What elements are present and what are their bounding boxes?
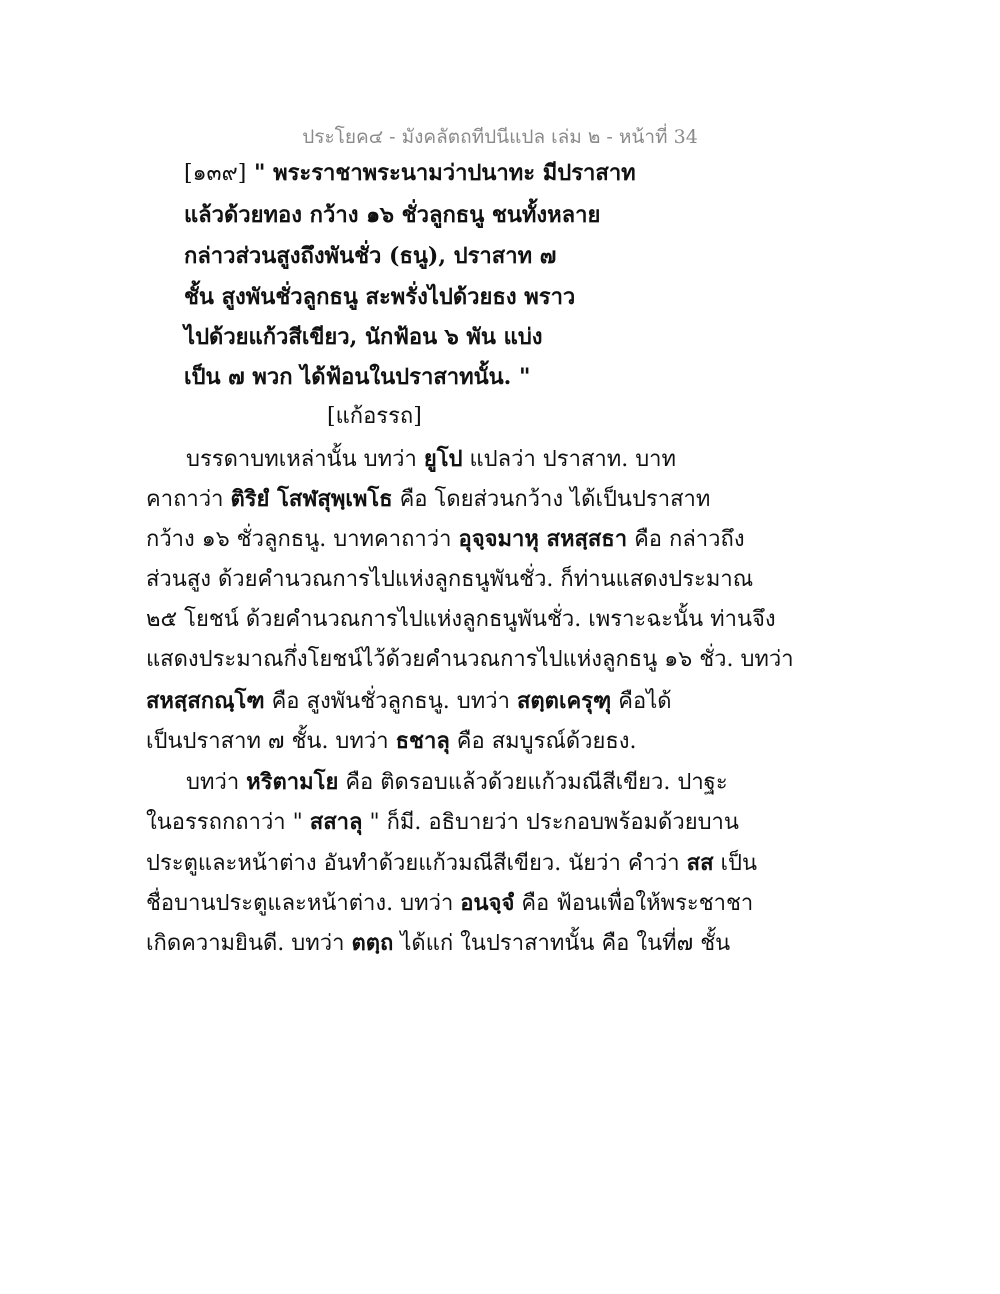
verse-line-6 [184,362,530,392]
text-run: เป็น [713,851,758,876]
text-run: คือได้ [611,689,672,714]
text-run: เกิดความยินดี. บทว่า [146,931,352,956]
text-run: ประตูและหน้าต่าง อันทำด้วยแก้วมณีสีเขียว. นัยว่า คำว่า [146,851,687,876]
text-run: ได้แก่ ในปราสาทนั้น คือ ในที่๗ ชั้น [393,931,731,956]
verse-source: [แก้อรรถ] [327,404,422,429]
para1-line-1 [186,444,676,475]
para1-line-4 [146,565,753,595]
para2-line-5 [146,928,730,959]
verse-line-2-text: แล้วด้วยทอง กว้าง ๑๖ ชั่วลูกธนู ชนทั้งหลาย [184,202,601,228]
text-run: " ก็มี. อธิบายว่า ประกอบพร้อมด้วยบาน [362,810,739,835]
para2-line-4 [146,888,753,919]
text-run: เป็นปราสาท ๗ ชั้น. บทว่า [146,729,396,754]
verse-line-5-text: ไปด้วยแก้วสีเขียว, นักฟ้อน ๖ พัน แบ่ง [184,324,543,350]
para2-line-1 [186,767,728,798]
page-header [0,122,1000,152]
para1-line-8 [146,726,637,757]
text-run: คือ สมบูรณ์ด้วยธง. [449,729,637,754]
text-run: คือ กล่าวถึง [627,527,745,552]
text-run: แปลว่า ปราสาท. บาท [462,447,677,472]
verse-line-2 [184,200,600,230]
text-run: คาถาว่า [146,487,231,512]
pali-term: สตฺตเครุฑุ [516,688,612,714]
para1-line-5 [146,605,776,635]
text-run: คือ ติดรอบแล้วด้วยแก้วมณีสีเขียว. ปาฐะ [338,770,728,795]
verse-line-5 [184,322,543,352]
text-run: ส่วนสูง ด้วยคำนวณการไปแห่งลูกธนูพันชั่ว. ก็ท่านแสดงประมาณ [146,567,754,592]
verse-line-3 [184,241,556,271]
para2-line-3 [146,848,757,879]
pali-term: สส [686,850,714,876]
verse-number: [๑๓๙] [184,161,247,186]
text-run: คือ โดยส่วนกว้าง ได้เป็นปราสาท [392,487,711,512]
text-run: ๒๕ โยชน์ ด้วยคำนวณการไปแห่งลูกธนูพันชั่ว. เพราะฉะนั้น ท่านจึง [146,607,776,632]
text-run: ชื่อบานประตูและหน้าต่าง. บทว่า [146,891,461,916]
verse-line-1 [184,158,636,189]
para1-line-6 [146,645,794,675]
pali-term: สหสฺสกณฺโฑ [146,688,265,714]
text-run: บทว่า [186,770,247,795]
text-run: คือ สูงพันชั่วลูกธนู. บทว่า [264,689,517,714]
verse-line-4 [184,282,575,312]
para2-line-2 [146,807,739,838]
para1-line-2 [146,484,710,515]
pali-term: ยูโป [423,446,463,472]
verse-line-6-text: เป็น ๗ พวก ได้ฟ้อนในปราสาทนั้น. " [184,364,531,390]
para1-line-3 [146,524,745,555]
verse-line-4-text: ชั้น สูงพันชั่วลูกธนู สะพรั่งไปด้วยธง พราว [184,284,576,310]
verse-line-1-text: " พระราชาพระนามว่าปนาทะ มีปราสาท [253,160,636,186]
text-run: บรรดาบทเหล่านั้น บทว่า [186,447,424,472]
pali-term: หริตามโย [246,769,339,795]
pali-term: สสาลุ [309,809,363,835]
verse-line-3-text: กล่าวส่วนสูงถึงพันชั่ว (ธนู), ปราสาท ๗ [184,243,557,269]
pali-term: อนจฺจํ [460,890,515,916]
pali-term: อุจฺจมาหุ สหสฺสธา [458,526,628,552]
text-run: คือ ฟ้อนเพื่อให้พระชาชา [514,891,754,916]
text-run: ในอรรถกถาว่า " [146,810,310,835]
para1-line-7 [146,686,672,717]
pali-term: ธชาลุ [395,728,450,754]
pali-term: ตตฺถ [351,930,394,956]
text-run: แสดงประมาณกึ่งโยชน์ไว้ด้วยคำนวณการไปแห่งลูกธนู ๑๖ ชั่ว. บทว่า [146,647,794,672]
text-run: กว้าง ๑๖ ชั่วลูกธนู. บาทคาถาว่า [146,527,459,552]
pali-term: ติริยํ โสฬสุพฺเพโธ [230,486,393,512]
page-header-text: ประโยค๔ - มังคลัตถทีปนีแปล เล่ม ๒ - หน้าที่ 34 [302,126,698,148]
